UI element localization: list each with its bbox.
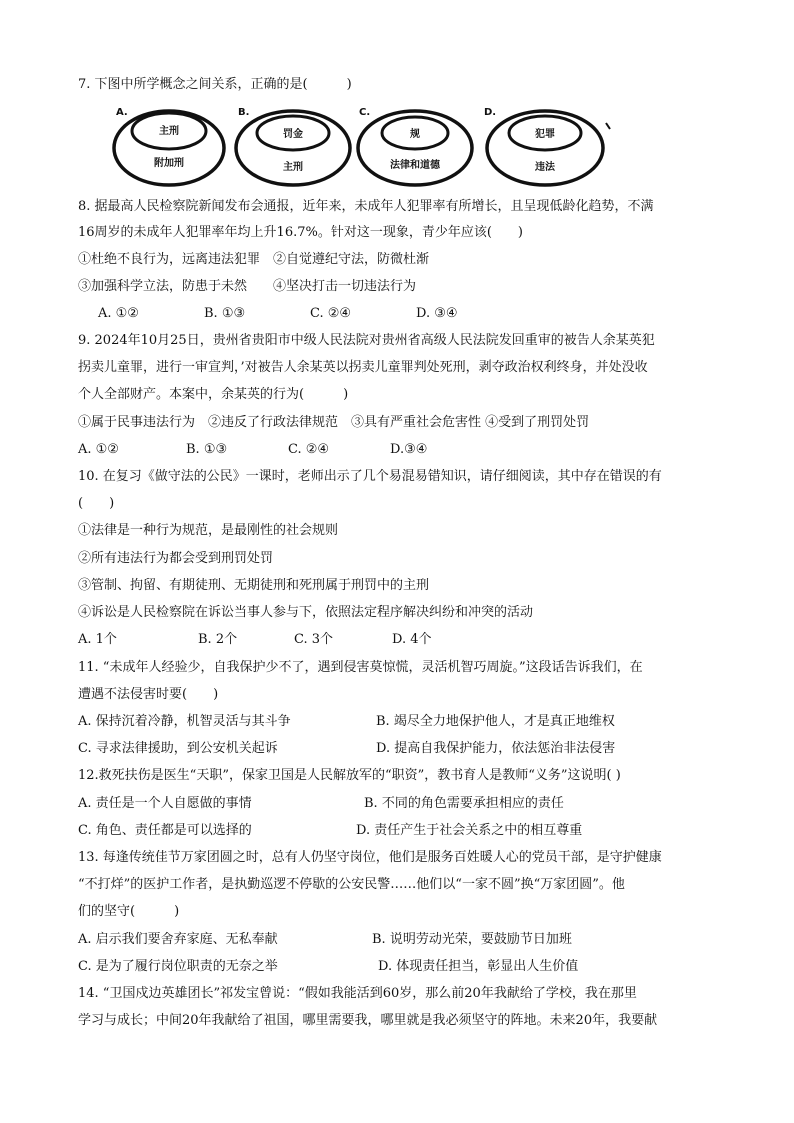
q12-stem: 12.救死扶伤是医生“天职”，保家卫国是人民解放军的“职资”，教书育人是教师“义务”这说明( ) — [78, 768, 621, 783]
q11-option-a[interactable]: A. 保持沉着冷静，机智灵活与其斗争 — [78, 714, 291, 729]
diagram-a-outer-label: 附加刑 — [154, 158, 184, 169]
diagram-a-letter: A. — [116, 107, 128, 118]
q11-option-c[interactable]: C. 寻求法律援助，到公安机关起诉 — [78, 741, 278, 756]
q10-statement-2: ②所有违法行为都会受到刑罚处罚 — [78, 551, 274, 566]
q9-statements: ①属于民事违法行为 ②违反了行政法律规范 ③具有严重社会危害性 ④受到了刑罚处罚 — [78, 415, 590, 430]
q9-option-c[interactable]: C. ②④ — [288, 442, 330, 457]
q9-stem-line-2: 拐卖儿童罪，进行一审宣判，’对被告人余某英以拐卖儿童罪判处死刑，剥夺政治权利终身，并处没收 — [78, 360, 648, 375]
q9-option-b[interactable]: B. ①③ — [186, 442, 228, 457]
q11-stem-line-2: 遭遇不法侵害时要( ) — [78, 687, 219, 702]
q13-stem-line-1: 13. 每逢传统佳节万家团圆之时，总有人仍坚守岗位，他们是服务百姓暖人心的党员干部，是守护健康 — [78, 850, 662, 865]
q7-concept-diagrams — [112, 103, 622, 189]
q8-statements-1: ①杜绝不良行为，远离违法犯罪 ②自觉遵纪守法，防微杜渐 — [78, 252, 430, 267]
diagram-b — [236, 107, 350, 185]
q11-option-d[interactable]: D. 提高自我保护能力，依法惩治非法侵害 — [376, 741, 616, 756]
diagram-c-inner-label: 规 — [410, 129, 420, 140]
diagram-b-letter: B. — [238, 107, 250, 118]
q13-option-b[interactable]: B. 说明劳动光荣，要鼓励节日加班 — [372, 932, 572, 947]
q11-option-b[interactable]: B. 竭尽全力地保护他人，才是真正地维权 — [376, 714, 615, 729]
q13-stem-line-3: 们的坚守( ) — [78, 904, 180, 919]
q10-statement-4: ④诉讼是人民检察院在诉讼当事人参与下，依照法定程序解决纠纷和冲突的活动 — [78, 605, 534, 620]
q13-option-c[interactable]: C. 是为了履行岗位职责的无奈之举 — [78, 959, 278, 974]
q14-stem-line-1: 14. “卫国戍边英雄团长”祁发宝曾说：“假如我能活到60岁，那么前20年我献给了学校，我在那里 — [78, 986, 637, 1001]
diagram-d-outer-circle — [487, 111, 603, 185]
q9-stem-line-3: 个人全部财产。本案中，余某英的行为( ) — [78, 387, 349, 402]
q10-stem-line-2: ( ) — [78, 496, 115, 511]
diagram-d-letter: D. — [484, 107, 497, 118]
q10-option-a[interactable]: A. 1个 — [78, 632, 117, 647]
diagram-d-outer-label: 违法 — [535, 162, 555, 173]
q9-stem-line-1: 9. 2024年10月25日，贵州省贵阳市中级人民法院对贵州省高级人民法院发回重审的被告人余某英犯 — [78, 333, 655, 348]
q10-option-d[interactable]: D. 4个 — [392, 632, 432, 647]
q8-option-a[interactable]: A. ①② — [98, 306, 139, 321]
q9-option-d[interactable]: D.③④ — [390, 442, 428, 457]
diagram-a — [114, 107, 224, 185]
q12-option-c[interactable]: C. 角色、责任都是可以选择的 — [78, 823, 252, 838]
q12-option-d[interactable]: D. 责任产生于社会关系之中的相互尊重 — [356, 823, 583, 838]
q12-option-b[interactable]: B. 不同的角色需要承担相应的责任 — [364, 796, 564, 811]
q10-stem-line-1: 10. 在复习《做守法的公民》一课时，老师出示了几个易混易错知识，请仔细阅读，其中存在错误的有 — [78, 469, 662, 484]
q7-stem: 7. 下图中所学概念之间关系，正确的是( ) — [78, 77, 352, 92]
q8-option-c[interactable]: C. ②④ — [310, 306, 352, 321]
diagram-b-outer-label: 主刑 — [283, 162, 303, 173]
diagram-a-inner-label: 主刑 — [159, 126, 179, 137]
diagram-b-outer-circle — [236, 111, 350, 185]
q13-stem-line-2: “不打烊”的医护工作者，是执勤巡逻不停歇的公安民警……他们以“一家不圆”换“万家团圆”。他 — [78, 877, 625, 892]
diagram-c — [358, 107, 472, 185]
q9-option-a[interactable]: A. ①② — [78, 442, 119, 457]
q8-stem-line-1: 8. 据最高人民检察院新闻发布会通报，近年来，未成年人犯罪率有所增长，且呈现低龄化趋势，不满 — [78, 199, 654, 214]
diagram-d — [484, 107, 610, 185]
q13-option-a[interactable]: A. 启示我们要舍弃家庭、无私奉献 — [78, 932, 278, 947]
diagram-d-inner-label: 犯罪 — [535, 129, 555, 140]
diagram-c-letter: C. — [359, 107, 371, 118]
q10-statement-3: ③管制、拘留、有期徒刑、无期徒刑和死刑属于刑罚中的主刑 — [78, 578, 430, 593]
diagram-c-outer-label: 法律和道德 — [390, 160, 440, 171]
q10-statement-1: ①法律是一种行为规范，是最刚性的社会规则 — [78, 523, 339, 538]
q8-option-d[interactable]: D. ③④ — [416, 306, 458, 321]
scan-mark — [606, 123, 610, 129]
q12-option-a[interactable]: A. 责任是一个人自愿做的事情 — [78, 796, 252, 811]
q8-option-b[interactable]: B. ①③ — [204, 306, 246, 321]
q10-option-c[interactable]: C. 3个 — [294, 632, 334, 647]
q11-stem-line-1: 11. “未成年人经验少，自我保护少不了，遇到侵害莫惊慌，灵活机智巧周旋。”这段话告诉我们，在 — [78, 660, 643, 675]
q13-option-d[interactable]: D. 体现责任担当，彰显出人生价值 — [378, 959, 579, 974]
q8-stem-line-2: 16周岁的未成年人犯罪率年均上升16.7%。针对这一现象，青少年应该( ) — [78, 225, 523, 240]
diagram-b-inner-label: 罚金 — [283, 129, 303, 140]
q10-option-b[interactable]: B. 2个 — [198, 632, 238, 647]
q8-statements-2: ③加强科学立法，防患于未然 ④坚决打击一切违法行为 — [78, 279, 417, 294]
q14-stem-line-2: 学习与成长；中间20年我献给了祖国，哪里需要我，哪里就是我必须坚守的阵地。未来20年，我要献 — [78, 1013, 658, 1028]
